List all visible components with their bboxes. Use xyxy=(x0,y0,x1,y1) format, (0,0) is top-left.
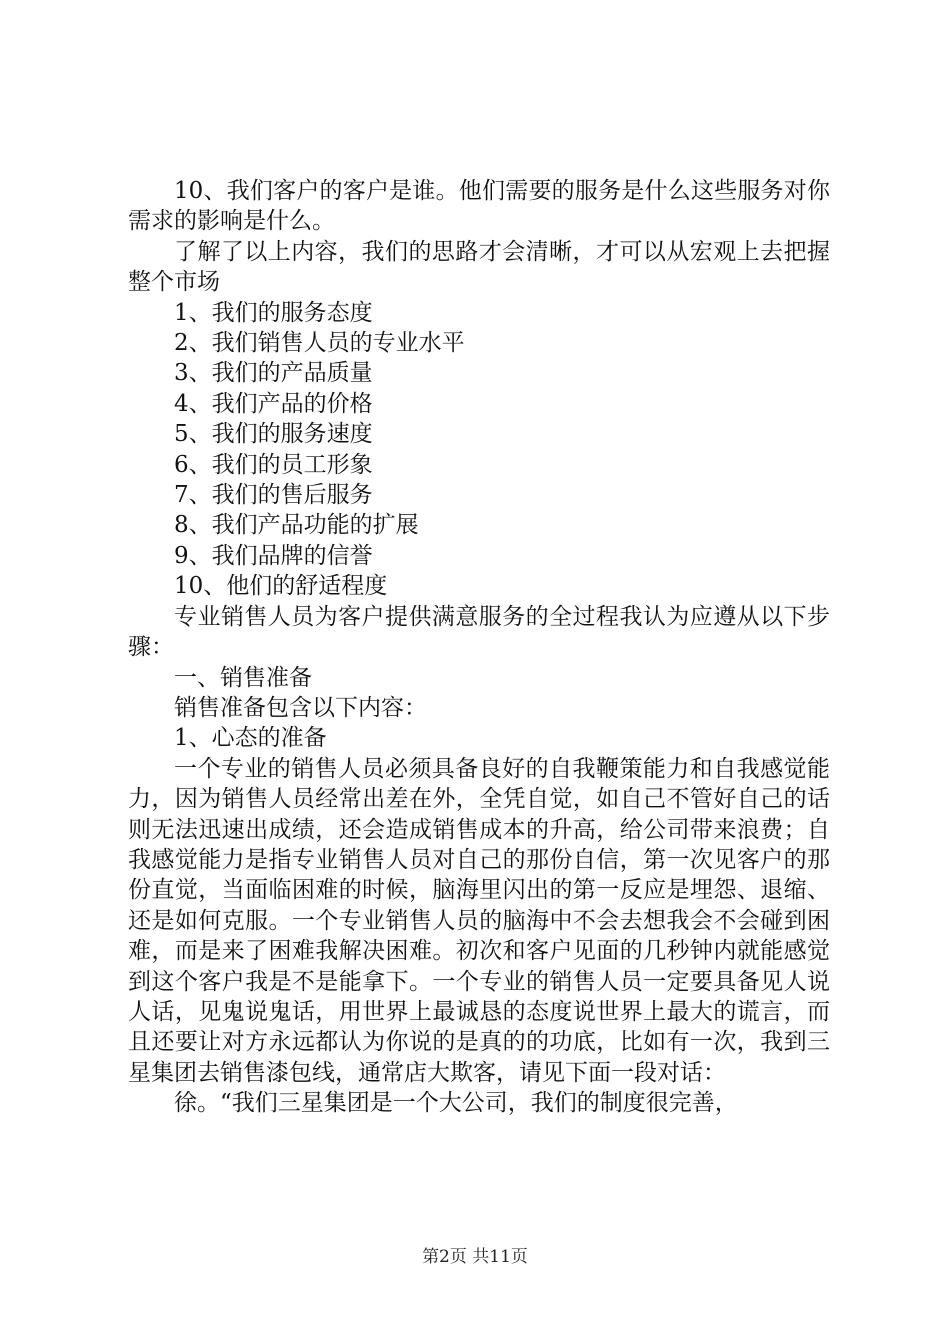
document-body xyxy=(128,176,830,1119)
list-item: 2、我们销售人员的专业水平 xyxy=(174,330,465,357)
list-item: 3、我们的产品质量 xyxy=(174,360,373,387)
list-item: 4、我们产品的价格 xyxy=(174,390,373,417)
list-item: 10、他们的舒适程度 xyxy=(174,573,388,600)
paragraph: 专业销售人员为客户提供满意服务的全过程我认为应遵从以下步骤： xyxy=(128,603,830,661)
list-item: 1、我们的服务态度 xyxy=(174,299,373,326)
paragraph: 销售准备包含以下内容： xyxy=(174,694,427,721)
list-item: 6、我们的员工形象 xyxy=(174,451,373,478)
list-item: 9、我们品牌的信誉 xyxy=(174,542,373,569)
paragraph: 了解了以上内容，我们的思路才会清晰，才可以从宏观上去把握整个市场 xyxy=(128,238,830,296)
subsection-heading: 1、心态的准备 xyxy=(174,725,327,752)
paragraph: 10、我们客户的客户是谁。他们需要的服务是什么这些服务对你需求的影响是什么。 xyxy=(128,178,830,235)
list-item: 5、我们的服务速度 xyxy=(174,421,373,448)
list-item: 8、我们产品功能的扩展 xyxy=(174,512,419,539)
section-heading: 一、销售准备 xyxy=(174,664,312,691)
list-item: 7、我们的售后服务 xyxy=(174,482,373,509)
paragraph: 徐。“我们三星集团是一个大公司，我们的制度很完善， xyxy=(174,1090,738,1117)
page-number-footer: 第2页 共11页 xyxy=(422,1247,528,1267)
paragraph: 一个专业的销售人员必须具备良好的自我鞭策能力和自我感觉能力，因为销售人员经常出差在外，全凭自觉，如自己不管好自己的话则无法迅速出成绩，还会造成销售成本的升高，给公司带来浪费；自我感觉能力是指专业销售人员对自己的那份自信，第一次见客户的那份直觉，当面临困难的时候，脑海里闪出的第一反应是埋怨、退缩、还是如何克服。一个专业销售人员的脑海中不会去想我会不会碰到困难，而是来了困难我解决困难。初次和客户见面的几秒钟内就能感觉到这个客户我是不是能拿下。一个专业的销售人员一定要具备见人说人话，见鬼说鬼话，用世界上最诚恳的态度说世界上最大的谎言，而且还要让对方永远都认为你说的是真的的功底，比如有一次，我到三星集团去销售漆包线，通常店大欺客，请见下面一段对话： xyxy=(128,755,830,1086)
